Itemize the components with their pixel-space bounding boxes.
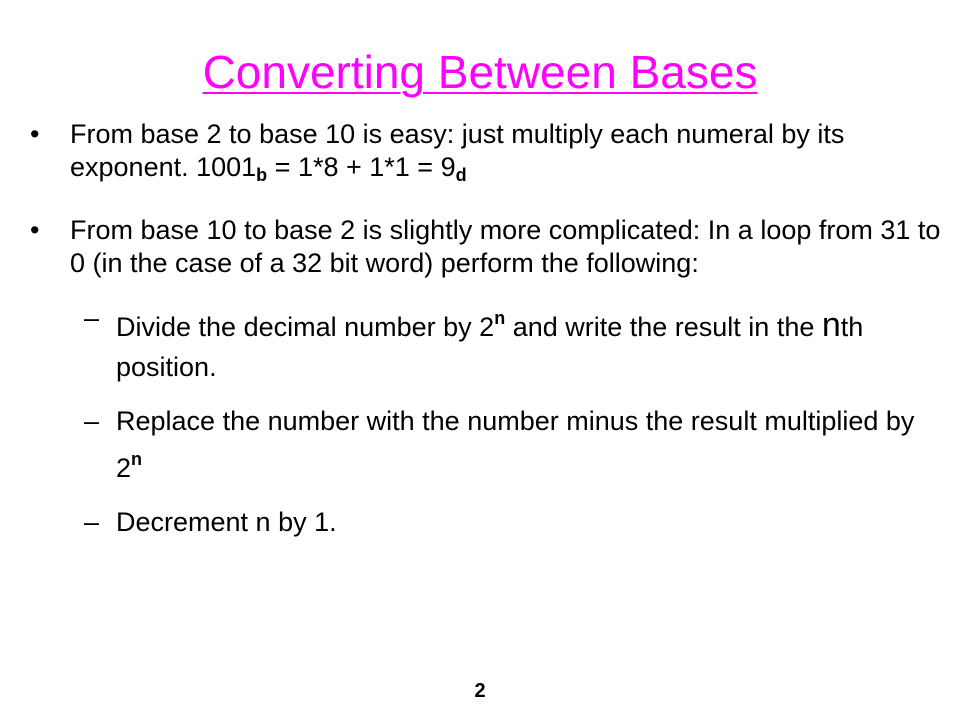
superscript-n: n bbox=[131, 449, 143, 469]
subitem-text: Decrement n by 1. bbox=[116, 507, 337, 537]
bullet-text: From base 10 to base 2 is slightly more complicated: In a loop from 31 to 0 (in the case of a 32 bit word) perform the following: bbox=[70, 215, 941, 278]
large-n: n bbox=[821, 306, 841, 344]
bullet-text-cont: = 1*8 + 1*1 = 9 bbox=[267, 152, 456, 182]
bullet-marker: • bbox=[30, 215, 40, 245]
subitem-text: Replace the number with the number minus the result multiplied by 2 bbox=[116, 406, 915, 483]
superscript-n: n bbox=[494, 308, 506, 328]
subitem-text-end: th position. bbox=[116, 312, 864, 382]
bullet-marker: • bbox=[30, 119, 40, 149]
subitem-divide bbox=[0, 298, 945, 387]
subitem-replace bbox=[0, 402, 945, 487]
subitem-decrement bbox=[0, 502, 945, 542]
dash-marker: – bbox=[84, 406, 100, 436]
subitem-text: Divide the decimal number by 2 bbox=[116, 312, 495, 342]
subscript-d: d bbox=[455, 165, 467, 185]
bullet-base2-to-base10 bbox=[30, 118, 945, 192]
dash-marker: – bbox=[84, 507, 100, 537]
slide-body bbox=[30, 118, 945, 557]
slide-title: Converting Between Bases bbox=[202, 46, 758, 98]
bullet-text: From base 2 to base 10 is easy: just multiply each numeral by its exponent. 1001 bbox=[70, 119, 845, 182]
dash-marker: – bbox=[84, 303, 100, 333]
bullet-base10-to-base2 bbox=[30, 214, 945, 280]
subscript-b: b bbox=[256, 165, 268, 185]
page-number: 2 bbox=[474, 680, 486, 702]
subitem-text-cont: and write the result in the bbox=[505, 312, 822, 342]
